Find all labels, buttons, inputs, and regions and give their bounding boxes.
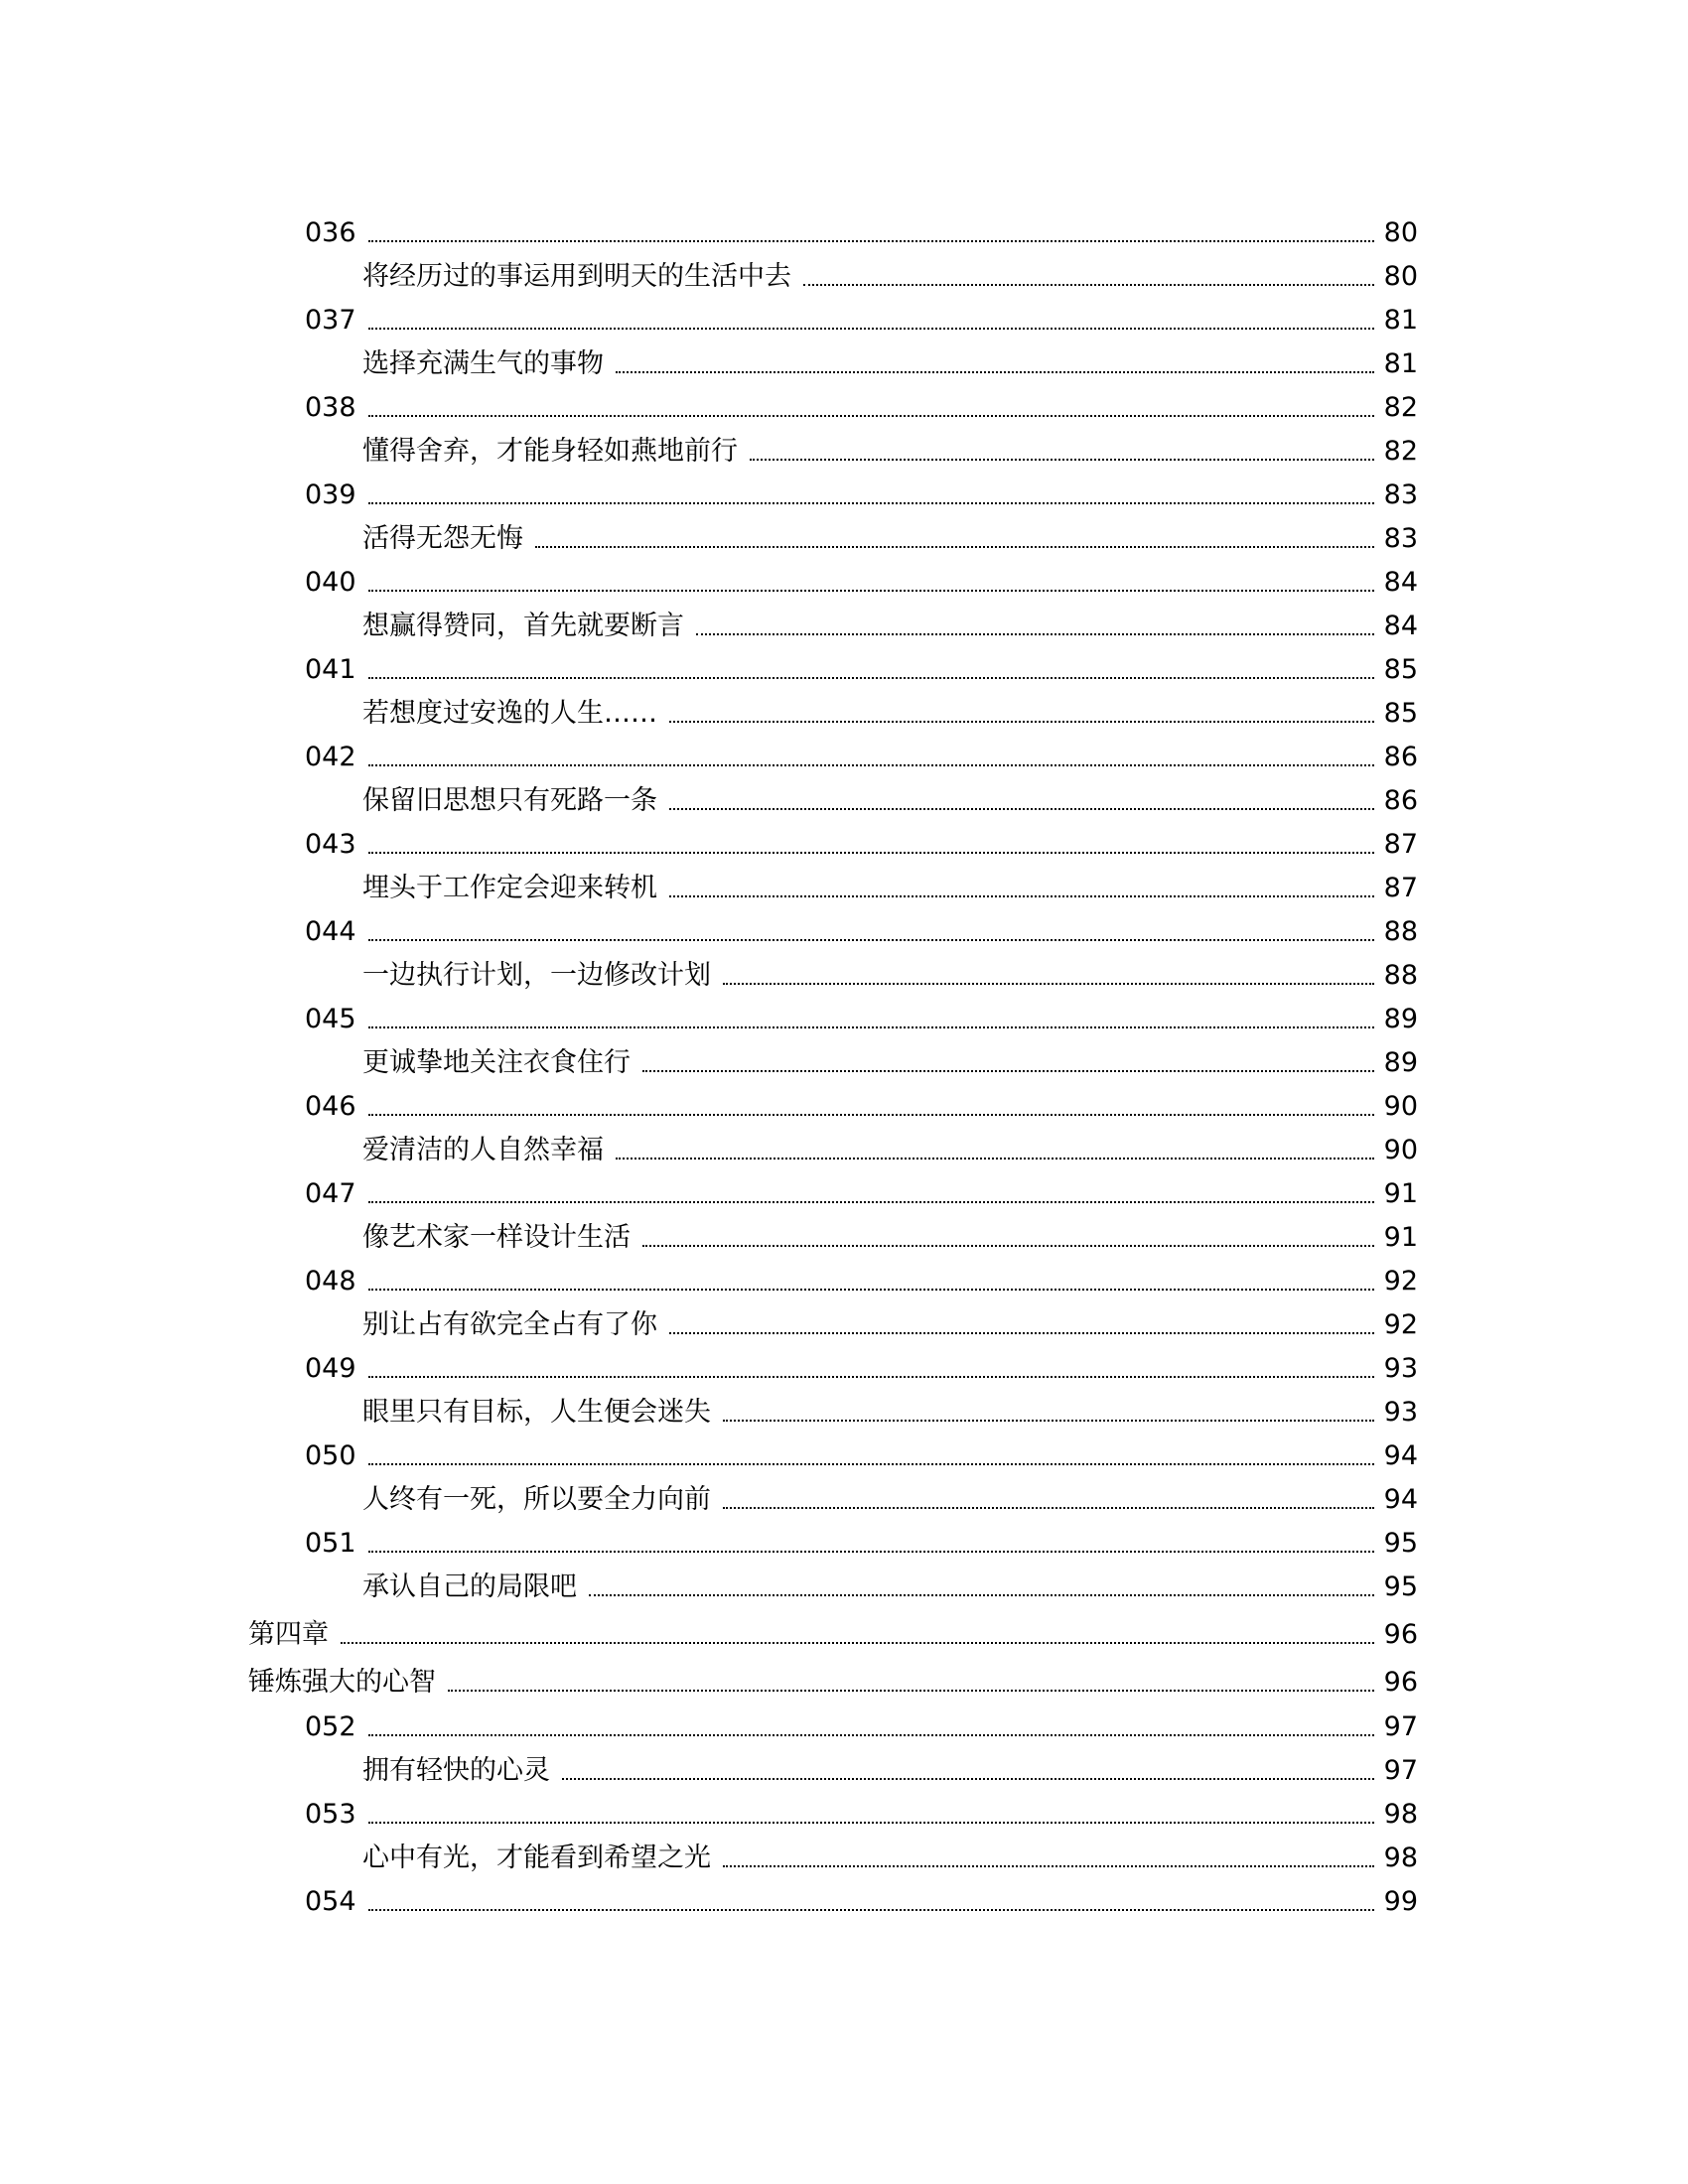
toc-entry[interactable] (305, 1341, 1418, 1385)
toc-entry-page-number: 87 (1383, 829, 1418, 860)
toc-entry-page-number: 94 (1383, 1440, 1418, 1471)
toc-entry-title: 052 (305, 1711, 356, 1742)
toc-entry[interactable] (362, 599, 1418, 642)
toc-entry[interactable] (362, 1123, 1418, 1166)
dot-leader (562, 1778, 1374, 1780)
toc-entry-title: 埋头于工作定会迎来转机 (362, 873, 657, 903)
toc-entry-title: 锤炼强大的心智 (248, 1667, 436, 1698)
toc-entry-page-number: 98 (1383, 1843, 1418, 1873)
toc-entry[interactable] (305, 380, 1418, 424)
toc-entry-title: 若想度过安逸的人生…… (362, 698, 657, 729)
toc-entry-page-number: 90 (1383, 1135, 1418, 1165)
toc-entry[interactable] (305, 1079, 1418, 1123)
toc-entry-page-number: 97 (1383, 1755, 1418, 1786)
toc-entry-title: 042 (305, 742, 356, 772)
dot-leader (368, 415, 1374, 417)
toc-entry-title: 承认自己的局限吧 (362, 1571, 577, 1602)
toc-entry[interactable] (362, 249, 1418, 293)
toc-entry-page-number: 87 (1383, 873, 1418, 903)
toc-entry-page-number: 99 (1383, 1886, 1418, 1917)
toc-entry-title: 039 (305, 479, 356, 510)
toc-entry-page-number: 92 (1383, 1309, 1418, 1340)
toc-entry-page-number: 95 (1383, 1571, 1418, 1602)
toc-entry[interactable] (362, 337, 1418, 380)
toc-entry-page-number: 88 (1383, 916, 1418, 947)
toc-entry[interactable] (305, 1429, 1418, 1472)
dot-leader (368, 677, 1374, 679)
dot-leader (368, 1201, 1374, 1203)
dot-leader (368, 1822, 1374, 1824)
toc-entry[interactable] (248, 1655, 1418, 1699)
toc-entry-title: 036 (305, 217, 356, 248)
toc-entry-page-number: 80 (1383, 261, 1418, 292)
toc-entry-page-number: 80 (1383, 217, 1418, 248)
toc-entry-title: 045 (305, 1004, 356, 1034)
dot-leader (642, 1245, 1374, 1247)
toc-entry-title: 懂得舍弃，才能身轻如燕地前行 (362, 436, 738, 467)
toc-entry[interactable] (362, 1297, 1418, 1341)
toc-entry[interactable] (362, 773, 1418, 817)
dot-leader (669, 808, 1374, 810)
toc-entry-page-number: 85 (1383, 698, 1418, 729)
toc-entry-page-number: 86 (1383, 742, 1418, 772)
dot-leader (368, 1114, 1374, 1116)
dot-leader (803, 284, 1374, 286)
toc-entry-page-number: 96 (1383, 1619, 1418, 1650)
toc-entry-page-number: 81 (1383, 348, 1418, 379)
toc-entry[interactable] (362, 1560, 1418, 1603)
toc-entry-title: 037 (305, 305, 356, 336)
toc-entry[interactable] (362, 424, 1418, 468)
toc-entry-page-number: 96 (1383, 1667, 1418, 1698)
dot-leader (448, 1690, 1374, 1692)
dot-leader (368, 764, 1374, 766)
toc-entry-title: 像艺术家一样设计生活 (362, 1222, 631, 1253)
dot-leader (368, 939, 1374, 941)
toc-entry-page-number: 84 (1383, 567, 1418, 598)
toc-entry-title: 047 (305, 1178, 356, 1209)
dot-leader (723, 1865, 1374, 1867)
toc-entry[interactable] (305, 1516, 1418, 1560)
dot-leader (723, 1420, 1374, 1422)
dot-leader (368, 1909, 1374, 1911)
toc-entry-title: 050 (305, 1440, 356, 1471)
toc-entry-title: 拥有轻快的心灵 (362, 1755, 550, 1786)
toc-entry[interactable] (362, 1035, 1418, 1079)
toc-entry-page-number: 88 (1383, 960, 1418, 991)
toc-entry-page-number: 92 (1383, 1266, 1418, 1297)
toc-entry[interactable] (248, 1607, 1418, 1651)
toc-entry-page-number: 93 (1383, 1397, 1418, 1428)
toc-entry-page-number: 91 (1383, 1178, 1418, 1209)
toc-entry[interactable] (305, 730, 1418, 773)
toc-entry-page-number: 93 (1383, 1353, 1418, 1384)
dot-leader (642, 1070, 1374, 1072)
dot-leader (669, 1332, 1374, 1334)
dot-leader (723, 983, 1374, 985)
toc-entry-page-number: 83 (1383, 479, 1418, 510)
dot-leader (368, 1026, 1374, 1028)
toc-entry[interactable] (305, 555, 1418, 599)
toc-entry-title: 更诚挚地关注衣食住行 (362, 1047, 631, 1078)
toc-entry-title: 041 (305, 654, 356, 685)
toc-entry-title: 爱清洁的人自然幸福 (362, 1135, 604, 1165)
toc-entry[interactable] (305, 992, 1418, 1035)
dot-leader (669, 721, 1374, 723)
dot-leader (368, 1551, 1374, 1553)
toc-entry[interactable] (362, 948, 1418, 992)
dot-leader (616, 1158, 1374, 1160)
dot-leader (368, 1376, 1374, 1378)
dot-leader (589, 1594, 1374, 1596)
toc-entry[interactable] (362, 1472, 1418, 1516)
dot-leader (341, 1642, 1374, 1644)
toc-entry-page-number: 85 (1383, 654, 1418, 685)
toc-entry-title: 049 (305, 1353, 356, 1384)
toc-entry[interactable] (305, 293, 1418, 337)
toc-entry-title: 第四章 (248, 1619, 329, 1650)
toc-entry[interactable] (305, 1700, 1418, 1743)
toc-entry-title: 将经历过的事运用到明天的生活中去 (362, 261, 791, 292)
toc-entry-title: 053 (305, 1799, 356, 1830)
toc-entry[interactable] (362, 1743, 1418, 1787)
toc-entry-page-number: 97 (1383, 1711, 1418, 1742)
toc-entry-page-number: 82 (1383, 392, 1418, 423)
toc-entry[interactable] (305, 205, 1418, 249)
dot-leader (696, 633, 1374, 635)
dot-leader (723, 1507, 1374, 1509)
toc-entry[interactable] (305, 1874, 1418, 1918)
toc-entry-title: 人终有一死，所以要全力向前 (362, 1484, 711, 1515)
toc-entry[interactable] (362, 861, 1418, 904)
dot-leader (368, 328, 1374, 330)
toc-entry[interactable] (362, 1831, 1418, 1874)
dot-leader (368, 502, 1374, 504)
toc-entry-title: 046 (305, 1091, 356, 1122)
dot-leader (368, 590, 1374, 592)
toc-entry[interactable] (305, 468, 1418, 511)
toc-entry[interactable] (305, 904, 1418, 948)
dot-leader (368, 1734, 1374, 1736)
dot-leader (616, 371, 1374, 373)
toc-entry-title: 051 (305, 1528, 356, 1559)
toc-entry-title: 想赢得赞同，首先就要断言 (362, 611, 684, 641)
toc-entry-page-number: 82 (1383, 436, 1418, 467)
dot-leader (669, 895, 1374, 897)
toc-entry-title: 038 (305, 392, 356, 423)
toc-entry[interactable] (305, 1166, 1418, 1210)
toc-entry[interactable] (305, 1254, 1418, 1297)
toc-entry-page-number: 86 (1383, 785, 1418, 816)
toc-entry-page-number: 94 (1383, 1484, 1418, 1515)
toc-entry-title: 048 (305, 1266, 356, 1297)
toc-entry-page-number: 89 (1383, 1004, 1418, 1034)
toc-entry-page-number: 84 (1383, 611, 1418, 641)
toc-entry-title: 选择充满生气的事物 (362, 348, 604, 379)
dot-leader (368, 852, 1374, 854)
toc-entry-page-number: 83 (1383, 523, 1418, 554)
toc-entry[interactable] (305, 1787, 1418, 1831)
toc-entry-page-number: 81 (1383, 305, 1418, 336)
toc-entry-page-number: 95 (1383, 1528, 1418, 1559)
toc-entry-title: 054 (305, 1886, 356, 1917)
toc-entry-title: 活得无怨无悔 (362, 523, 523, 554)
toc-entry-page-number: 98 (1383, 1799, 1418, 1830)
toc-entry-title: 044 (305, 916, 356, 947)
toc-entry-page-number: 89 (1383, 1047, 1418, 1078)
toc-entry[interactable] (305, 642, 1418, 686)
toc-entry-title: 眼里只有目标，人生便会迷失 (362, 1397, 711, 1428)
toc-entry-title: 别让占有欲完全占有了你 (362, 1309, 657, 1340)
dot-leader (368, 240, 1374, 242)
toc-entry[interactable] (362, 686, 1418, 730)
toc-entry[interactable] (305, 817, 1418, 861)
toc-entry-page-number: 90 (1383, 1091, 1418, 1122)
toc-entry[interactable] (362, 1385, 1418, 1429)
toc-entry-page-number: 91 (1383, 1222, 1418, 1253)
toc-entry-title: 保留旧思想只有死路一条 (362, 785, 657, 816)
dot-leader (368, 1289, 1374, 1291)
dot-leader (535, 546, 1374, 548)
toc-entry-title: 心中有光，才能看到希望之光 (362, 1843, 711, 1873)
toc-entry-title: 一边执行计划，一边修改计划 (362, 960, 711, 991)
toc-entry[interactable] (362, 511, 1418, 555)
dot-leader (750, 459, 1374, 461)
dot-leader (368, 1463, 1374, 1465)
toc-entry-title: 043 (305, 829, 356, 860)
toc-entry-title: 040 (305, 567, 356, 598)
toc-entry[interactable] (362, 1210, 1418, 1254)
